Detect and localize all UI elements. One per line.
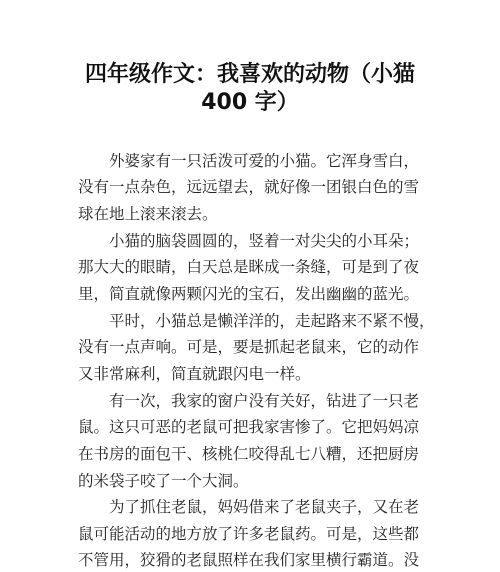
body-line: 鼠。这只可恶的老鼠可把我家害惨了。它把妈妈凉 [78, 418, 420, 436]
body-line: 里，简直就像两颗闪光的宝石，发出幽幽的蓝光。 [78, 285, 420, 303]
body-line: 为了抓住老鼠，妈妈借来了老鼠夹子，又在老 [78, 498, 420, 516]
body-line: 有一次，我家的窗户没有关好，钻进了一只老 [78, 392, 420, 410]
body-line: 外婆家有一只活泼可爱的小猫。它浑身雪白， [78, 152, 420, 170]
body-line: 没有一点声响。可是，要是抓起老鼠来，它的动作 [78, 338, 420, 356]
body-line: 的米袋子咬了一个大洞。 [78, 472, 249, 490]
body-line: 不管用，狡猾的老鼠照样在我们家里横行霸道。没 [78, 551, 420, 569]
body-line: 鼠可能活动的地方放了许多老鼠药。可是，这些都 [78, 525, 420, 543]
document-title-line-1: 四年级作文：我喜欢的动物（小猫 [84, 62, 415, 87]
body-line: 那大大的眼睛，白天总是眯成一条缝，可是到了夜 [78, 258, 420, 276]
body-line: 没有一点杂色，远远望去，就好像一团银白色的雪 [78, 178, 420, 196]
body-line: 小猫的脑袋圆圆的，竖着一对尖尖的小耳朵； [78, 232, 420, 250]
document-title-line-2: 400 字） [201, 90, 299, 115]
body-line: 在书房的面包干、核桃仁咬得乱七八糟，还把厨房 [78, 445, 420, 463]
body-line: 球在地上滚来滚去。 [78, 205, 218, 223]
body-line: 又非常麻利，简直就跟闪电一样。 [78, 365, 311, 383]
body-line: 平时，小猫总是懒洋洋的，走起路来不紧不慢， [78, 312, 435, 330]
